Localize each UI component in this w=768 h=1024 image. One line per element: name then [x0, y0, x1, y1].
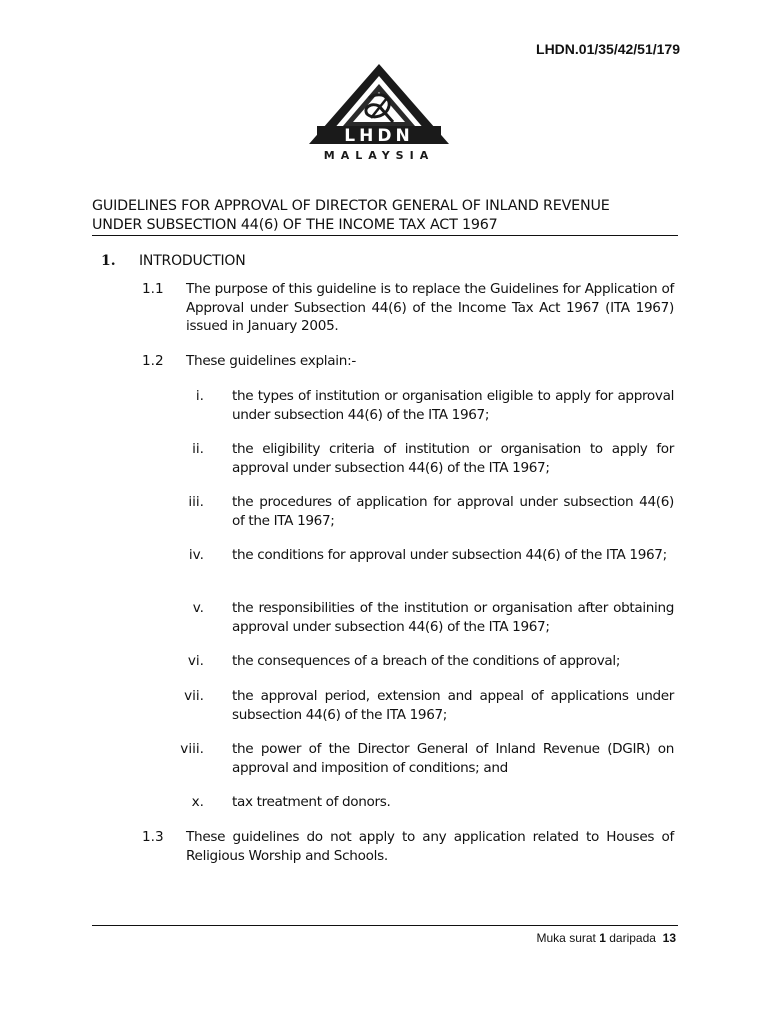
of-label: daripada — [609, 931, 656, 945]
list-item: the approval period, extension and appeal of applications under subsection 44(6) of the ITA 1967; — [232, 688, 674, 723]
paragraph-number-1-1: 1.1 — [142, 281, 164, 297]
list-item-number: i. — [195, 388, 204, 404]
paragraph-1-3: These guidelines do not apply to any application related to Houses of Religious Worship and Schools. — [186, 829, 674, 864]
list-item-number: viii. — [180, 741, 204, 757]
document-reference-number: LHDN.01/35/42/51/179 — [536, 41, 680, 57]
list-item: the consequences of a breach of the conditions of approval; — [232, 653, 621, 669]
footer-divider — [92, 925, 678, 926]
section-number: 1. — [101, 253, 116, 269]
logo-subtext: MALAYSIA — [323, 149, 435, 162]
list-item: the power of the Director General of Inland Revenue (DGIR) on approval and imposition of conditions; and — [232, 741, 674, 776]
page-number: 1 — [599, 931, 606, 945]
list-item: the eligibility criteria of institution or organisation to apply for approval under subsection 44(6) of the ITA 1967; — [232, 441, 674, 476]
lhdn-logo — [307, 62, 451, 164]
paragraph-1-1: The purpose of this guideline is to replace the Guidelines for Application of Approval under Subsection 44(6) of the Income Tax Act 1967 (ITA 1967) issued in January 2005. — [186, 281, 674, 334]
section-title: INTRODUCTION — [139, 253, 246, 269]
list-item-number: ii. — [192, 441, 204, 457]
logo-text: LHDN — [344, 126, 414, 146]
list-item-number: x. — [191, 794, 204, 810]
list-item: the types of institution or organisation eligible to apply for approval under subsection 44(6) of the ITA 1967; — [232, 388, 674, 423]
document-title-line-1: GUIDELINES FOR APPROVAL OF DIRECTOR GENERAL OF INLAND REVENUE — [92, 198, 610, 214]
paragraph-number-1-2: 1.2 — [142, 353, 164, 369]
total-pages: 13 — [662, 931, 676, 945]
document-title-line-2: UNDER SUBSECTION 44(6) OF THE INCOME TAX ACT 1967 — [92, 217, 498, 233]
page-label: Muka surat — [536, 931, 596, 945]
document-title — [92, 197, 676, 235]
list-item-number: vi. — [187, 653, 204, 669]
paragraph-number-1-3: 1.3 — [142, 829, 164, 845]
list-item: the responsibilities of the institution or organisation after obtaining approval under subsection 44(6) of the ITA 1967; — [232, 600, 674, 635]
list-item-number: v. — [192, 600, 204, 616]
title-underline — [92, 235, 678, 236]
list-item: the procedures of application for approval under subsection 44(6) of the ITA 1967; — [232, 494, 674, 529]
list-item-number: vii. — [184, 688, 204, 704]
list-item: the conditions for approval under subsection 44(6) of the ITA 1967; — [232, 547, 667, 563]
list-item: tax treatment of donors. — [232, 794, 391, 810]
paragraph-1-2: These guidelines explain:- — [186, 353, 356, 369]
list-item-number: iv. — [188, 547, 204, 563]
list-item-number: iii. — [188, 494, 204, 510]
page-footer — [420, 931, 676, 945]
